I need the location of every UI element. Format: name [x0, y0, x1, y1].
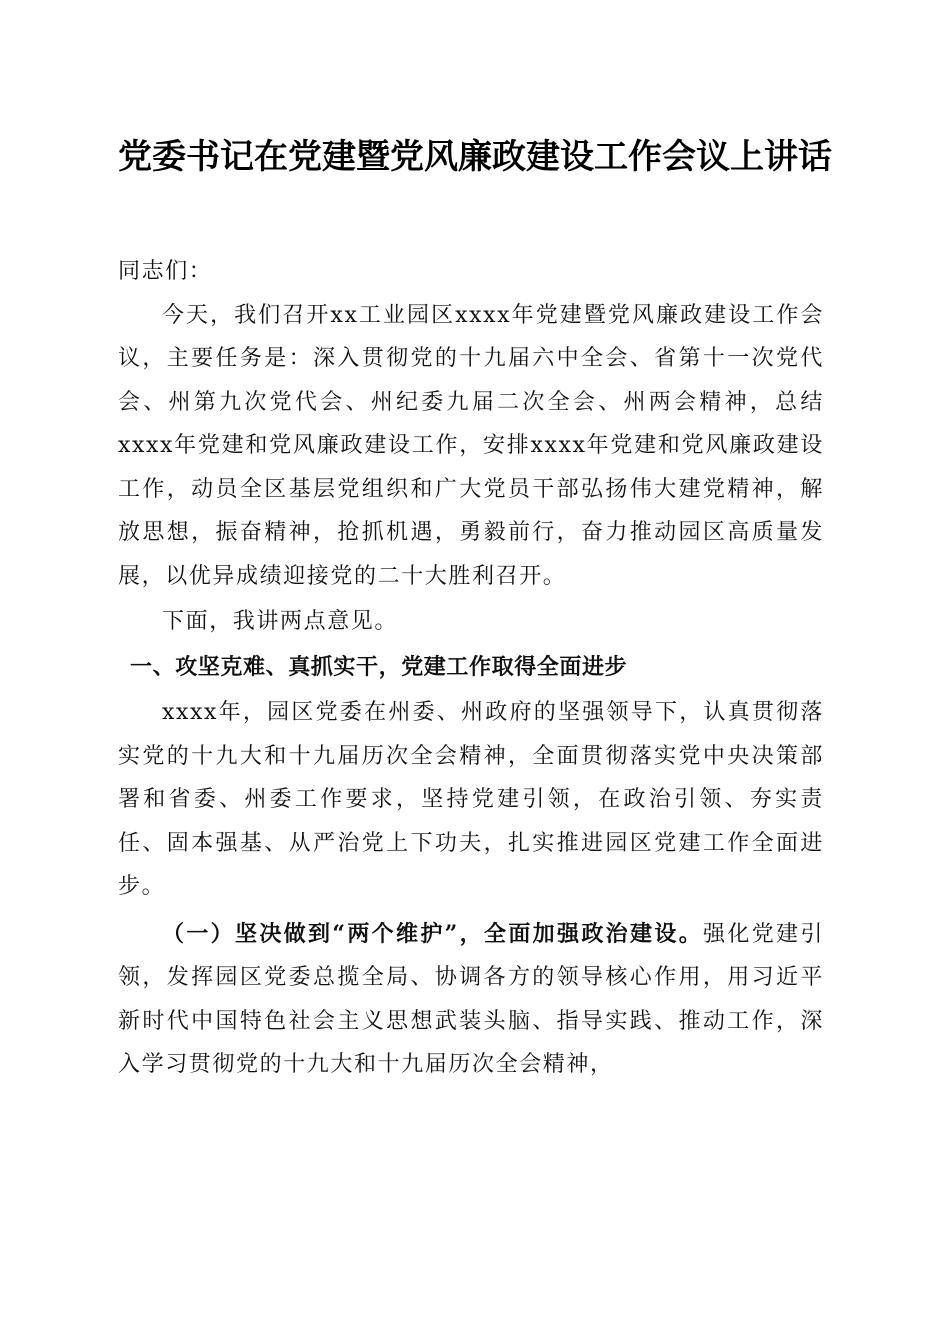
- document-body: [118, 250, 824, 1087]
- paragraph-section-1-summary: xxxx年，园区党委在州委、州政府的坚强领导下，认真贯彻落实党的十九大和十九届历次全会精神，全面贯彻落实党中央决策部署和省委、州委工作要求，坚持党建引领，在政治引领、夯实责任、固本强基、从严治党上下功夫，扎实推进园区党建工作全面进步。: [118, 700, 824, 899]
- salutation: 同志们：: [118, 259, 213, 284]
- subsection-heading-1: （一）坚决做到“两个维护”，全面加强政治建设。: [162, 920, 704, 947]
- paragraph-intro: 今天，我们召开xx工业园区xxxx年党建暨党风廉政建设工作会议，主要任务是：深入贯彻党的十九届六中全会、省第十一次党代会、州第九次党代会、州纪委九届二次全会、州两会精神，总结xxxx年党建和党风廉政建设工作，安排xxxx年党建和党风廉政建设工作，动员全区基层党组织和广大党员干部弘扬伟大建党精神，解放思想，振奋精神，抢抓机遇，勇毅前行，奋力推动园区高质量发展，以优异成绩迎接党的二十大胜利召开。: [118, 302, 824, 589]
- subsection-1-text: 强化党建引领，发挥园区党委总揽全局、协调各方的领导核心作用，用习近平新时代中国特色社会主义思想武装头脑、指导实践、推动工作，深入学习贯彻党的十九大和十九届历次全会精神，: [118, 921, 824, 1077]
- document-title: 党委书记在党建暨党风廉政建设工作会议上讲话: [118, 137, 832, 177]
- section-heading-1: 一、攻坚克难、真抓实干，党建工作取得全面进步: [130, 654, 628, 680]
- paragraph-transition: 下面，我讲两点意见。: [162, 609, 399, 634]
- paragraph-subsection-1: [118, 913, 824, 1087]
